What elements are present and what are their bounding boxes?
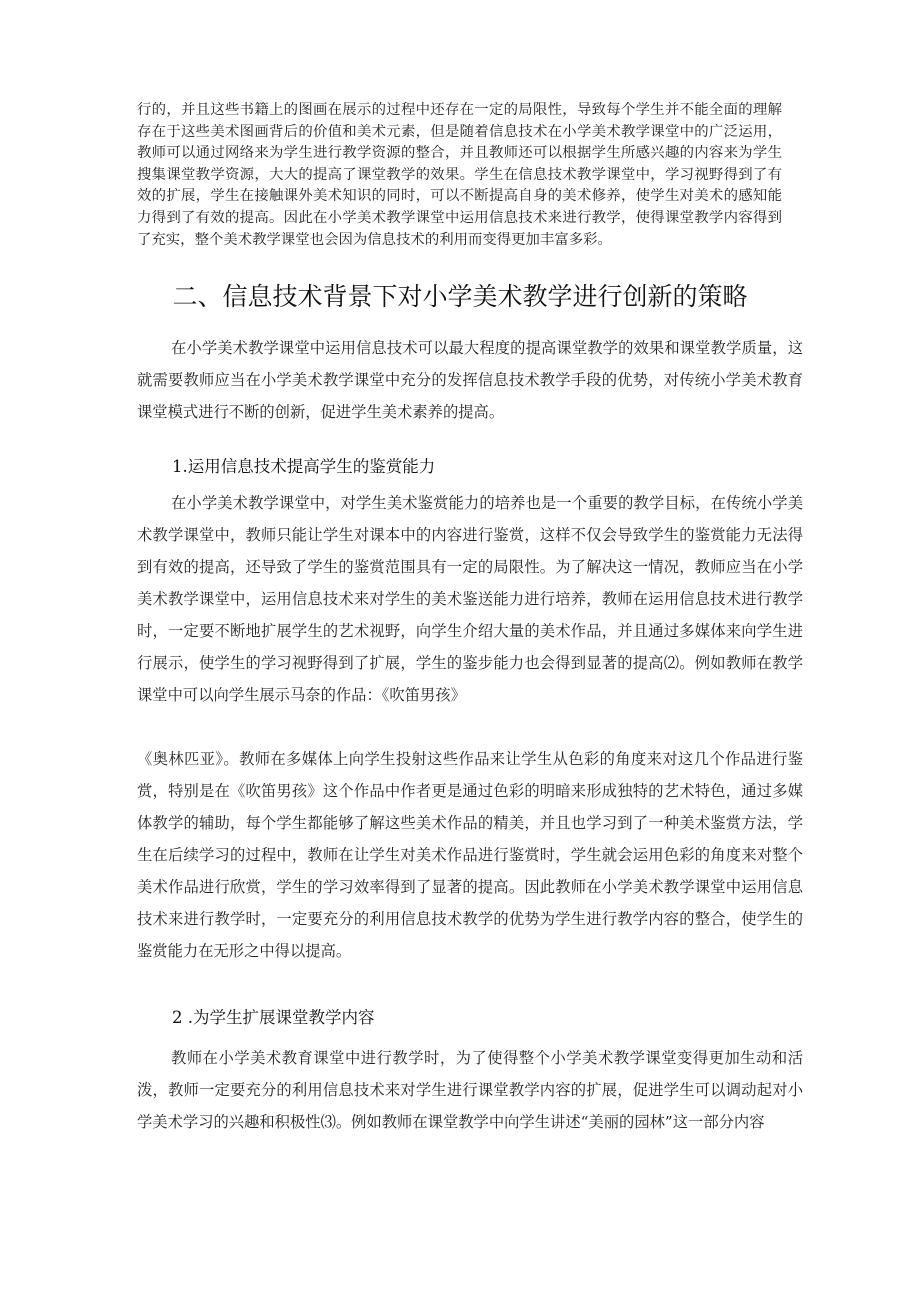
subsection-1-title: 1.运用信息技术提高学生的鉴赏能力	[172, 457, 436, 476]
subsection-1-paragraph-1: 在小学美术教学课堂中，对学生美术鉴赏能力的培养也是一个重要的教学目标，在传统小学美术教学课堂中，教师只能让学生对课本中的内容进行鉴赏，这样不仅会导致学生的鉴赏能力无法得到有效的提高，还导致了学生的鉴赏范围具有一定的局限性。为了解决这一情况，教师应当在小学美术教学课堂中，运用信息技术来对学生的美术鉴送能力进行培养，教师在运用信息技术进行教学时，一定要不断地扩展学生的艺术视野，向学生介绍大量的美术作品，并且通过多媒体来向学生进行展示，使学生的学习视野得到了扩展，学生的鉴步能力也会得到显著的提高⑵。例如教师在教学课堂中可以向学生展示马奈的作品：《吹笛男孩》	[137, 494, 803, 704]
intro-paragraph: 行的，并且这些书籍上的图画在展示的过程中还存在一定的局限性，导致每个学生并不能全面的理解存在于这些美术图画背后的价值和美术元素，但是随着信息技术在小学美术教学课堂中的广泛运用，教师可以通过网络来为学生进行教学资源的整合，并且教师还可以根据学生所感兴趣的内容来为学生搜集课堂教学资源，大大的提高了课堂教学的效果。学生在信息技术教学课堂中，学习视野得到了有效的扩展，学生在接触课外美术知识的同时，可以不断提高自身的美术修养，使学生对美术的感知能力得到了有效的提高。因此在小学美术教学课堂中运用信息技术来进行教学，使得课堂教学内容得到了充实，整个美术教学课堂也会因为信息技术的利用而变得更加丰富多彩。	[137, 102, 782, 248]
subsection-2-title: 2 .为学生扩展课堂教学内容	[172, 1008, 375, 1027]
section-heading: 二、信息技术背景下对小学美术教学进行创新的策略	[172, 282, 748, 311]
section-intro-paragraph: 在小学美术教学课堂中运用信息技术可以最大程度的提高课堂教学的效果和课堂教学质量，这就需要教师应当在小学美术教学课堂中充分的发挥信息技术教学手段的优势，对传统小学美术教育课堂模式进行不断的创新，促进学生美术素养的提高。	[137, 339, 803, 421]
subsection-2-paragraph-1: 教师在小学美术教育课堂中进行教学时，为了使得整个小学美术教学课堂变得更加生动和活泼，教师一定要充分的利用信息技术来对学生进行课堂教学内容的扩展，促进学生可以调动起对小学美术学习的兴趣和积极性⑶。例如教师在课堂教学中向学生讲述“美丽的园林”这一部分内容	[137, 1049, 803, 1131]
subsection-1-paragraph-2: 《奥林匹亚》。教师在多媒体上向学生投射这些作品来让学生从色彩的角度来对这几个作品进行鉴赏，特别是在《吹笛男孩》这个作品中作者更是通过色彩的明暗来形成独特的艺术特色，通过多媒体教学的辅助，每个学生都能够了解这些美术作品的精美，并且也学习到了一种美术鉴赏方法，学生在后续学习的过程中，教师在让学生对美术作品进行鉴赏时，学生就会运用色彩的角度来对整个美术作品进行欣赏，学生的学习效率得到了显著的提高。因此教师在小学美术教学课堂中运用信息技术来进行教学时，一定要充分的利用信息技术教学的优势为学生进行教学内容的整合，使学生的鉴赏能力在无形之中得以提高。	[137, 750, 803, 960]
